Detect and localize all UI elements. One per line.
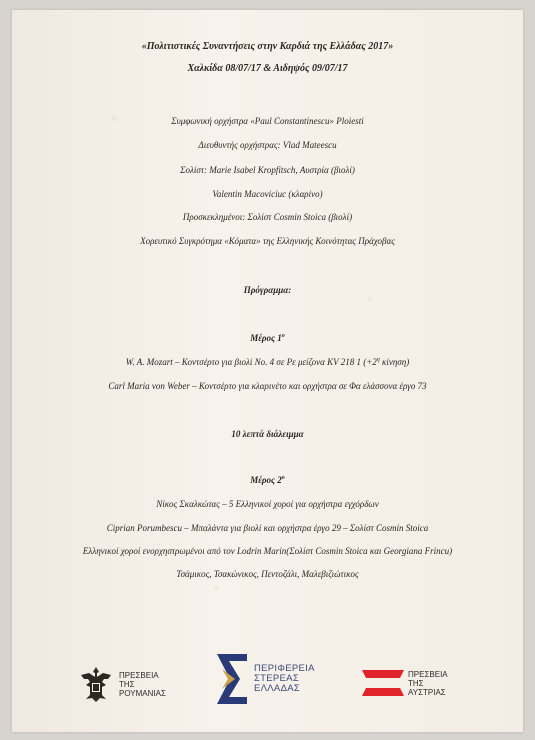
- intermission-line: 10 λεπτά διάλειμμα: [231, 429, 304, 439]
- program-item-mozart: W. A. Mozart – Κοντσέρτο για βιολί No. 4 σε Ρε μείζονα KV 218 1 ($+2^\eta$ κίνηση): [125, 357, 410, 367]
- dance-group-line: Χορευτικό Συγκρότημα «Κόματα» της Ελληνικής Κοινότητας Πράχοβας: [140, 236, 395, 246]
- conductor-line: Διευθυντής ορχήστρας: Vlad Mateescu: [198, 140, 337, 150]
- central-greece-region-logo: [213, 651, 315, 707]
- region-logo-line3: ΕΛΛΑΔΑΣ: [254, 683, 301, 694]
- region-logo-line1: ΠΕΡΙΦΕΡΕΙΑ: [254, 663, 315, 674]
- sponsor-logos: [12, 648, 523, 718]
- soloist2-line: Valentin Macoviciuc (κλαρίνο): [212, 189, 323, 199]
- program-item-skalkottas: Νίκος Σκαλκώτας – 5 Ελληνικοί χοροί για ορχήστρα εγχόρδων: [156, 499, 379, 509]
- romania-logo-line2: ΤΗΣ: [119, 679, 135, 689]
- region-sigma-icon: [213, 651, 251, 707]
- romania-embassy-logo: [78, 665, 166, 703]
- austria-embassy-logo: [362, 668, 448, 698]
- region-logo-line2: ΣΤΕΡΕΑΣ: [254, 673, 299, 684]
- guests-line: Προσκεκλημένοι: Σολίστ Cosmin Stoica (βιολί): [182, 212, 353, 222]
- austria-logo-line3: ΑΥΣΤΡΙΑΣ: [408, 687, 446, 697]
- part1-heading: Μέρος $1^o$: [250, 333, 285, 343]
- soloist-line: Σολίστ: Marie Isabel Kropfitsch, Αυστρία (βιολί): [180, 165, 355, 175]
- romania-logo-line3: ΡΟΥΜΑΝΙΑΣ: [119, 688, 166, 698]
- romania-eagle-icon: [78, 665, 114, 703]
- program-heading: Πρόγραμμα:: [243, 285, 292, 295]
- austria-logo-line1: ΠΡΕΣΒΕΙΑ: [408, 669, 448, 679]
- program-item-greek-dances: Ελληνικοί χοροί ενορχηστρωμένοι από τον Lodrin Marin(Σολίστ Cosmin Stoica και Georgiana Frincu): [82, 546, 453, 556]
- event-title: «Πολιτιστικές Συναντήσεις στην Καρδιά της Ελλάδας 2017»: [141, 41, 394, 52]
- part2-heading: Μέρος $2^o$: [250, 475, 285, 485]
- concert-program-sheet: [12, 10, 523, 732]
- romania-logo-line1: ΠΡΕΣΒΕΙΑ: [119, 670, 159, 680]
- program-item-weber: Carl Maria von Weber – Κοντσέρτο για κλαρινέτο και ορχήστρα σε Φα ελάσσονα έργο 73: [108, 381, 427, 391]
- event-dates: Χαλκίδα 08/07/17 & Αιδηψός 09/07/17: [187, 63, 348, 74]
- austria-flag-icon: [362, 668, 404, 698]
- orchestra-line: Συμφωνική ορχήστρα «Paul Constantinescu» Ploiesti: [171, 116, 364, 126]
- program-item-porumbescu: Ciprian Porumbescu – Μπαλάντα για βιολί και ορχήστρα έργο 29 – Σολίστ Cosmin Stoica: [106, 523, 429, 533]
- program-item-dance-list: Τσάμικος, Τσακώνικος, Πεντοζάλι, Μαλεβιζιώτικος: [176, 569, 359, 579]
- austria-logo-line2: ΤΗΣ: [408, 678, 424, 688]
